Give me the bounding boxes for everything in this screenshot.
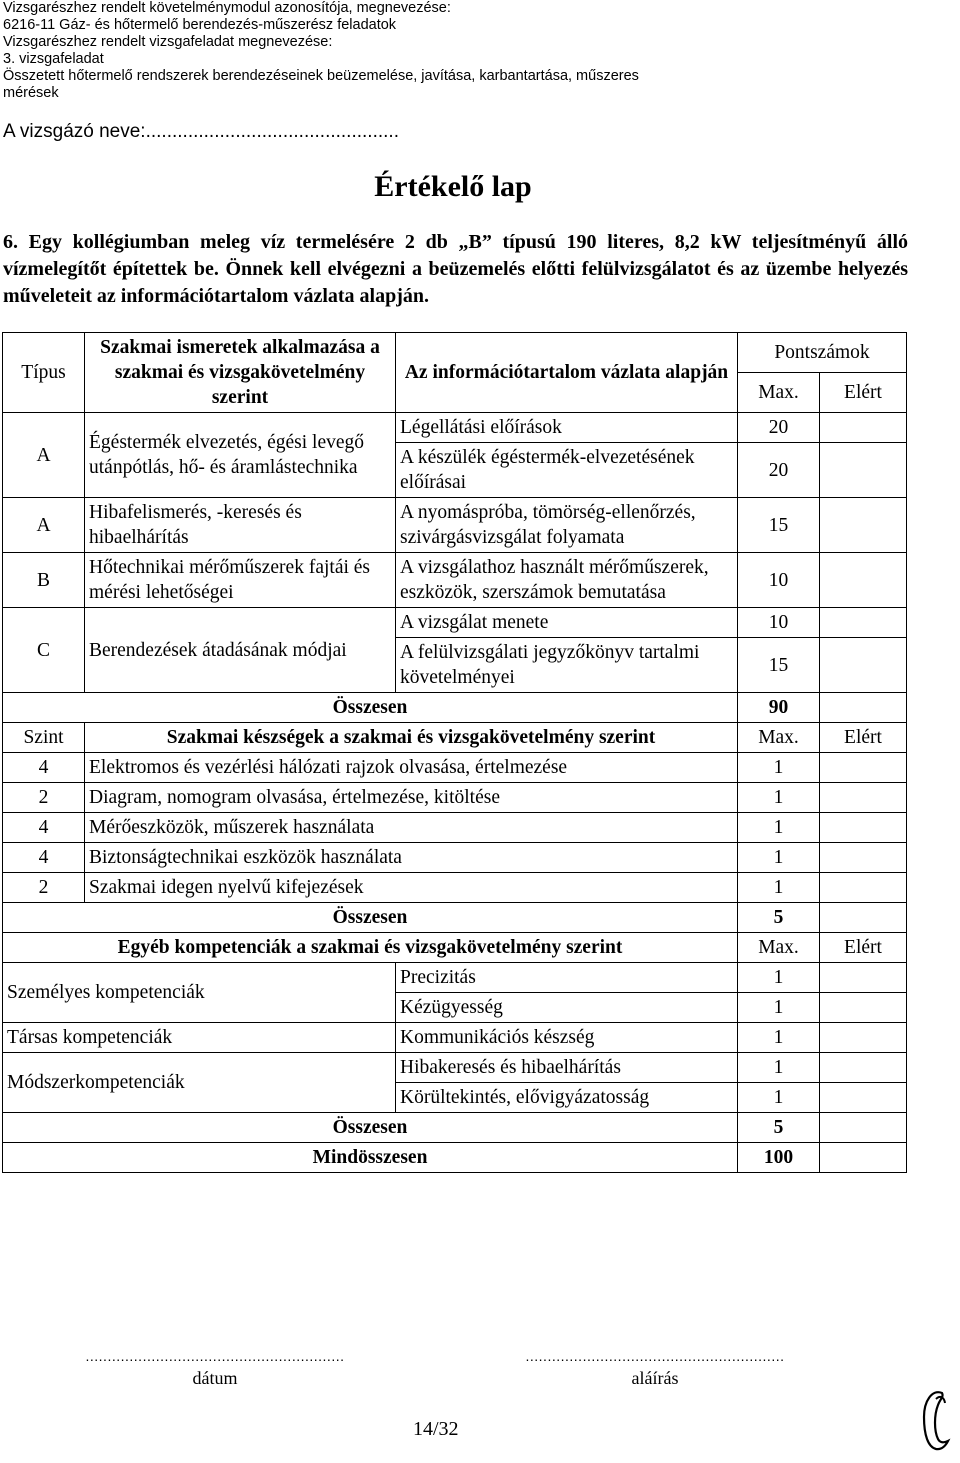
max-cell: 1	[738, 813, 820, 843]
type-cell: B	[3, 553, 85, 608]
subtotal-max: 5	[738, 1113, 820, 1143]
max-header: Max.	[738, 373, 820, 413]
achieved-cell[interactable]	[820, 1113, 907, 1143]
max-cell: 10	[738, 553, 820, 608]
competence-group: Módszerkompetenciák	[3, 1053, 396, 1113]
subtotal-label: Összesen	[3, 903, 738, 933]
achieved-cell[interactable]	[820, 963, 907, 993]
max-cell: 1	[738, 993, 820, 1023]
subtotal-label: Összesen	[3, 693, 738, 723]
competences-header: Egyéb kompetenciák a szakmai és vizsgakövetelmény szerint	[3, 933, 738, 963]
info-cell: A vizsgálathoz használt mérőműszerek, eszközök, szerszámok bemutatása	[396, 553, 738, 608]
table-row	[3, 413, 907, 443]
evaluation-table	[2, 332, 907, 1173]
max-cell: 20	[738, 443, 820, 498]
table-row	[3, 753, 907, 783]
table-row	[3, 553, 907, 608]
type-cell: A	[3, 498, 85, 553]
skill-cell: Diagram, nomogram olvasása, értelmezése, kitöltése	[85, 783, 738, 813]
topic-cell: Berendezések átadásának módjai	[85, 608, 396, 693]
subtotal-row	[3, 903, 907, 933]
achieved-cell[interactable]	[820, 498, 907, 553]
signature-label: aláírás	[631, 1368, 679, 1388]
competence-cell: Körültekintés, elővigyázatosság	[396, 1083, 738, 1113]
candidate-name-field: A vizsgázó neve:................................................	[3, 121, 399, 142]
level-cell: 2	[3, 783, 85, 813]
max-cell: 1	[738, 963, 820, 993]
date-dots: ...........................................................	[85, 1348, 345, 1364]
max-cell: 1	[738, 1053, 820, 1083]
achieved-cell[interactable]	[820, 753, 907, 783]
max-cell: 1	[738, 783, 820, 813]
skill-cell: Biztonságtechnikai eszközök használata	[85, 843, 738, 873]
achieved-cell[interactable]	[820, 873, 907, 903]
competence-cell: Hibakeresés és hibaelhárítás	[396, 1053, 738, 1083]
type-cell: C	[3, 608, 85, 693]
skills-header-row	[3, 723, 907, 753]
header-line: mérések	[3, 85, 59, 101]
max-header: Max.	[738, 933, 820, 963]
table-header-row	[3, 333, 907, 373]
header-line: Vizsgarészhez rendelt követelménymodul azonosítója, megnevezése:	[3, 0, 451, 16]
achieved-header: Elért	[820, 373, 907, 413]
info-cell: A nyomáspróba, tömörség-ellenőrzés, szivárgásvizsgálat folyamata	[396, 498, 738, 553]
skill-cell: Elektromos és vezérlési hálózati rajzok olvasása, értelmezése	[85, 753, 738, 783]
achieved-cell[interactable]	[820, 783, 907, 813]
max-cell: 1	[738, 753, 820, 783]
table-row	[3, 498, 907, 553]
topic-cell: Égéstermék elvezetés, égési levegő utánpótlás, hő- és áramlástechnika	[85, 413, 396, 498]
level-cell: 4	[3, 843, 85, 873]
max-cell: 10	[738, 608, 820, 638]
date-label: dátum	[192, 1368, 238, 1388]
table-row	[3, 813, 907, 843]
level-header: Szint	[3, 723, 85, 753]
topic-cell: Hibafelismerés, -keresés és hibaelhárítás	[85, 498, 396, 553]
subtotal-max: 5	[738, 903, 820, 933]
task-description: 6. Egy kollégiumban meleg víz termelésére 2 db „B” típusú 190 literes, 8,2 kW teljesítményű álló vízmelegítőt építettek be. Önnek kell elvégezni a beüzemelés előtti felülvizsgálatot és az üzembe helyezés műveleteit az információtartalom vázlata alapján.	[3, 231, 908, 307]
max-cell: 15	[738, 498, 820, 553]
achieved-cell[interactable]	[820, 1083, 907, 1113]
grand-total-max: 100	[738, 1143, 820, 1173]
subtotal-max: 90	[738, 693, 820, 723]
competence-cell: Precizitás	[396, 963, 738, 993]
knowledge-header: Szakmai ismeretek alkalmazása a szakmai és vizsgakövetelmény szerint	[85, 333, 396, 413]
skill-cell: Szakmai idegen nyelvű kifejezések	[85, 873, 738, 903]
achieved-cell[interactable]	[820, 1143, 907, 1173]
max-cell: 1	[738, 873, 820, 903]
max-cell: 15	[738, 638, 820, 693]
signature-dots: ...........................................................	[525, 1348, 785, 1364]
info-cell: Légellátási előírások	[396, 413, 738, 443]
header-line: 6216-11 Gáz- és hőtermelő berendezés-műszerész feladatok	[3, 17, 397, 33]
achieved-cell[interactable]	[820, 553, 907, 608]
table-row	[3, 873, 907, 903]
table-row	[3, 1023, 907, 1053]
signature-block	[515, 1345, 795, 1389]
subtotal-label: Összesen	[3, 1113, 738, 1143]
header-line: Összetett hőtermelő rendszerek berendezéseinek beüzemelése, javítása, karbantartása, műszeres	[3, 68, 639, 84]
level-cell: 2	[3, 873, 85, 903]
achieved-cell[interactable]	[820, 443, 907, 498]
page-title: Értékelő lap	[374, 170, 532, 203]
achieved-header: Elért	[820, 933, 907, 963]
level-cell: 4	[3, 753, 85, 783]
info-cell: A készülék égéstermék-elvezetésének előírásai	[396, 443, 738, 498]
max-cell: 20	[738, 413, 820, 443]
grand-total-row	[3, 1143, 907, 1173]
document-header	[3, 0, 639, 102]
topic-cell: Hőtechnikai mérőműszerek fajtái és mérési lehetőségei	[85, 553, 396, 608]
achieved-cell[interactable]	[820, 1023, 907, 1053]
achieved-cell[interactable]	[820, 693, 907, 723]
info-header: Az információtartalom vázlata alapján	[396, 333, 738, 413]
achieved-cell[interactable]	[820, 413, 907, 443]
competence-group: Személyes kompetenciák	[3, 963, 396, 1023]
competence-cell: Kézügyesség	[396, 993, 738, 1023]
handwritten-initial-mark	[918, 1385, 954, 1455]
grand-total-label: Mindösszesen	[3, 1143, 738, 1173]
info-cell: A vizsgálat menete	[396, 608, 738, 638]
table-row	[3, 608, 907, 638]
info-cell: A felülvizsgálati jegyzőkönyv tartalmi követelményei	[396, 638, 738, 693]
achieved-cell[interactable]	[820, 1053, 907, 1083]
subtotal-row	[3, 693, 907, 723]
table-row	[3, 843, 907, 873]
type-cell: A	[3, 413, 85, 498]
subtotal-row	[3, 1113, 907, 1143]
achieved-cell[interactable]	[820, 903, 907, 933]
competences-header-row	[3, 933, 907, 963]
competence-group: Társas kompetenciák	[3, 1023, 396, 1053]
skills-header: Szakmai készségek a szakmai és vizsgakövetelmény szerint	[85, 723, 738, 753]
competence-cell: Kommunikációs készség	[396, 1023, 738, 1053]
table-row	[3, 1053, 907, 1083]
skill-cell: Mérőeszközök, műszerek használata	[85, 813, 738, 843]
table-row	[3, 783, 907, 813]
date-block	[75, 1345, 355, 1389]
header-line: Vizsgarészhez rendelt vizsgafeladat megnevezése:	[3, 34, 333, 50]
achieved-header: Elért	[820, 723, 907, 753]
achieved-cell[interactable]	[820, 813, 907, 843]
achieved-cell[interactable]	[820, 608, 907, 638]
achieved-cell[interactable]	[820, 993, 907, 1023]
points-header: Pontszámok	[738, 333, 907, 373]
max-cell: 1	[738, 843, 820, 873]
type-header: Típus	[3, 333, 85, 413]
achieved-cell[interactable]	[820, 843, 907, 873]
max-cell: 1	[738, 1023, 820, 1053]
table-row	[3, 963, 907, 993]
level-cell: 4	[3, 813, 85, 843]
page-number: 14/32	[413, 1418, 459, 1440]
max-cell: 1	[738, 1083, 820, 1113]
header-line: 3. vizsgafeladat	[3, 51, 104, 67]
achieved-cell[interactable]	[820, 638, 907, 693]
max-header: Max.	[738, 723, 820, 753]
